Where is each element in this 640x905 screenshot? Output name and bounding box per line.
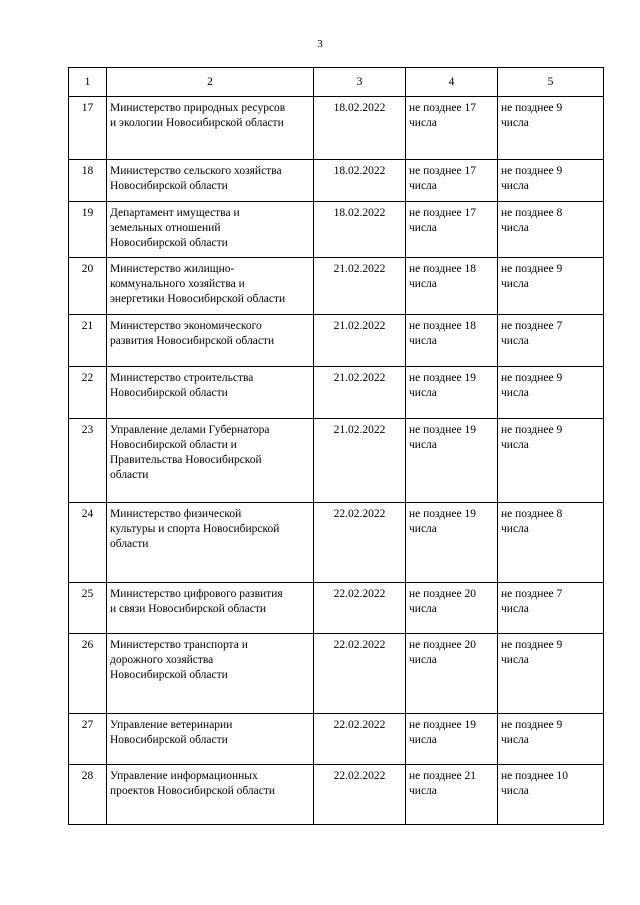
organization-name: Министерство экономического развития Новосибирской области <box>107 315 314 367</box>
organization-name: Министерство физической культуры и спорта Новосибирской области <box>107 503 314 583</box>
deadline-pay: не позднее 10 числа <box>498 765 604 825</box>
row-number: 24 <box>69 503 107 583</box>
table-row <box>69 765 604 825</box>
row-date: 18.02.2022 <box>314 202 406 258</box>
table-row <box>69 419 604 503</box>
row-number: 26 <box>69 634 107 714</box>
deadline-pay: не позднее 8 числа <box>498 503 604 583</box>
row-date: 21.02.2022 <box>314 315 406 367</box>
deadline-report: не позднее 17 числа <box>406 97 498 160</box>
deadline-report: не позднее 21 числа <box>406 765 498 825</box>
deadline-pay: не позднее 7 числа <box>498 315 604 367</box>
table-row <box>69 714 604 765</box>
table-row <box>69 634 604 714</box>
row-number: 28 <box>69 765 107 825</box>
deadline-pay: не позднее 9 числа <box>498 160 604 202</box>
organization-name: Управление информационных проектов Новосибирской области <box>107 765 314 825</box>
table-row <box>69 583 604 634</box>
deadline-report: не позднее 19 числа <box>406 419 498 503</box>
column-header-organization: 2 <box>107 68 314 97</box>
row-date: 22.02.2022 <box>314 503 406 583</box>
schedule-table <box>68 67 604 825</box>
row-date: 22.02.2022 <box>314 583 406 634</box>
column-header-number: 1 <box>69 68 107 97</box>
organization-name: Министерство жилищно- коммунального хозяйства и энергетики Новосибирской области <box>107 258 314 315</box>
organization-name: Управление делами Губернатора Новосибирской области и Правительства Новосибирской области <box>107 419 314 503</box>
organization-name: Министерство цифрового развития и связи Новосибирской области <box>107 583 314 634</box>
column-header-deadline-pay: 5 <box>498 68 604 97</box>
deadline-pay: не позднее 9 числа <box>498 634 604 714</box>
row-number: 17 <box>69 97 107 160</box>
table-row <box>69 315 604 367</box>
table-row <box>69 97 604 160</box>
row-date: 18.02.2022 <box>314 97 406 160</box>
row-date: 18.02.2022 <box>314 160 406 202</box>
row-number: 22 <box>69 367 107 419</box>
deadline-pay: не позднее 9 числа <box>498 419 604 503</box>
table-row <box>69 202 604 258</box>
deadline-report: не позднее 17 числа <box>406 160 498 202</box>
deadline-pay: не позднее 9 числа <box>498 367 604 419</box>
row-number: 27 <box>69 714 107 765</box>
table-header-row <box>69 68 604 97</box>
organization-name: Министерство природных ресурсов и экологии Новосибирской области <box>107 97 314 160</box>
row-number: 18 <box>69 160 107 202</box>
organization-name: Департамент имущества и земельных отношений Новосибирской области <box>107 202 314 258</box>
row-date: 21.02.2022 <box>314 367 406 419</box>
deadline-report: не позднее 19 числа <box>406 367 498 419</box>
deadline-report: не позднее 19 числа <box>406 503 498 583</box>
organization-name: Министерство транспорта и дорожного хозяйства Новосибирской области <box>107 634 314 714</box>
organization-name: Министерство сельского хозяйства Новосибирской области <box>107 160 314 202</box>
deadline-pay: не позднее 9 числа <box>498 714 604 765</box>
table-row <box>69 258 604 315</box>
row-date: 22.02.2022 <box>314 634 406 714</box>
deadline-report: не позднее 18 числа <box>406 315 498 367</box>
row-date: 21.02.2022 <box>314 258 406 315</box>
table-row <box>69 503 604 583</box>
deadline-pay: не позднее 9 числа <box>498 97 604 160</box>
row-number: 19 <box>69 202 107 258</box>
deadline-report: не позднее 18 числа <box>406 258 498 315</box>
deadline-report: не позднее 20 числа <box>406 634 498 714</box>
row-number: 25 <box>69 583 107 634</box>
column-header-date: 3 <box>314 68 406 97</box>
row-number: 21 <box>69 315 107 367</box>
row-date: 21.02.2022 <box>314 419 406 503</box>
deadline-report: не позднее 20 числа <box>406 583 498 634</box>
row-number: 20 <box>69 258 107 315</box>
page-number: 3 <box>317 38 323 50</box>
row-date: 22.02.2022 <box>314 714 406 765</box>
deadline-pay: не позднее 9 числа <box>498 258 604 315</box>
deadline-pay: не позднее 8 числа <box>498 202 604 258</box>
row-date: 22.02.2022 <box>314 765 406 825</box>
table-row <box>69 367 604 419</box>
organization-name: Управление ветеринарии Новосибирской области <box>107 714 314 765</box>
organization-name: Министерство строительства Новосибирской области <box>107 367 314 419</box>
deadline-report: не позднее 19 числа <box>406 714 498 765</box>
deadline-pay: не позднее 7 числа <box>498 583 604 634</box>
row-number: 23 <box>69 419 107 503</box>
table-row <box>69 160 604 202</box>
column-header-deadline-report: 4 <box>406 68 498 97</box>
deadline-report: не позднее 17 числа <box>406 202 498 258</box>
